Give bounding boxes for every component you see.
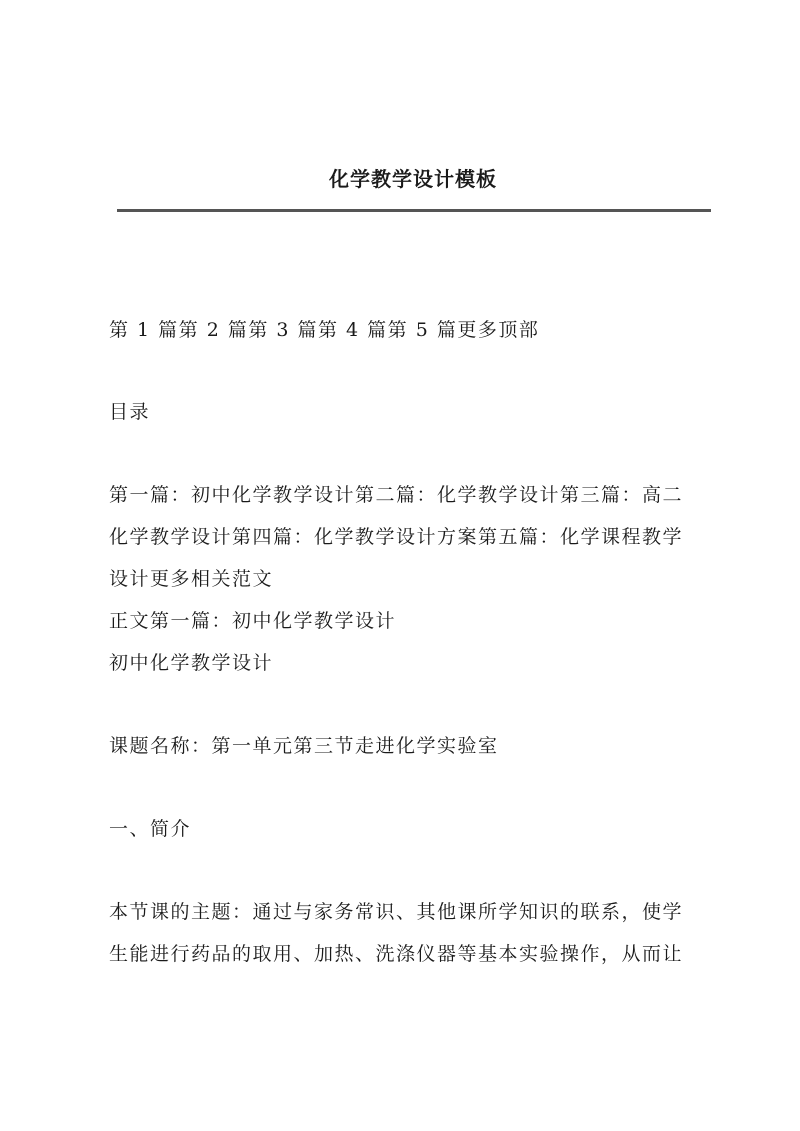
- toc-line: 设计更多相关范文: [109, 568, 274, 590]
- chapter-nav-line: 第 1 篇第 2 篇第 3 篇第 4 篇第 5 篇更多顶部: [109, 319, 540, 341]
- intro-line: 本节课的主题：通过与家务常识、其他课所学知识的联系，使学: [109, 901, 684, 923]
- toc-line: 第一篇：初中化学教学设计第二篇：化学教学设计第三篇：高二: [109, 484, 684, 506]
- lesson-name: 课题名称：第一单元第三节走进化学实验室: [109, 735, 499, 757]
- intro-heading: 一、简介: [109, 818, 192, 840]
- toc-paragraph: [109, 474, 714, 600]
- document-title: 化学教学设计模板: [329, 167, 497, 191]
- intro-paragraph: [109, 891, 714, 975]
- body-start-line: 正文第一篇：初中化学教学设计: [109, 610, 397, 632]
- toc-line: 化学教学设计第四篇：化学教学设计方案第五篇：化学课程教学: [109, 526, 684, 548]
- toc-heading: 目录: [109, 401, 151, 423]
- section-title: 初中化学教学设计: [109, 652, 274, 674]
- title-underline: [117, 209, 711, 212]
- intro-line: 生能进行药品的取用、加热、洗涤仪器等基本实验操作，从而让: [109, 943, 684, 965]
